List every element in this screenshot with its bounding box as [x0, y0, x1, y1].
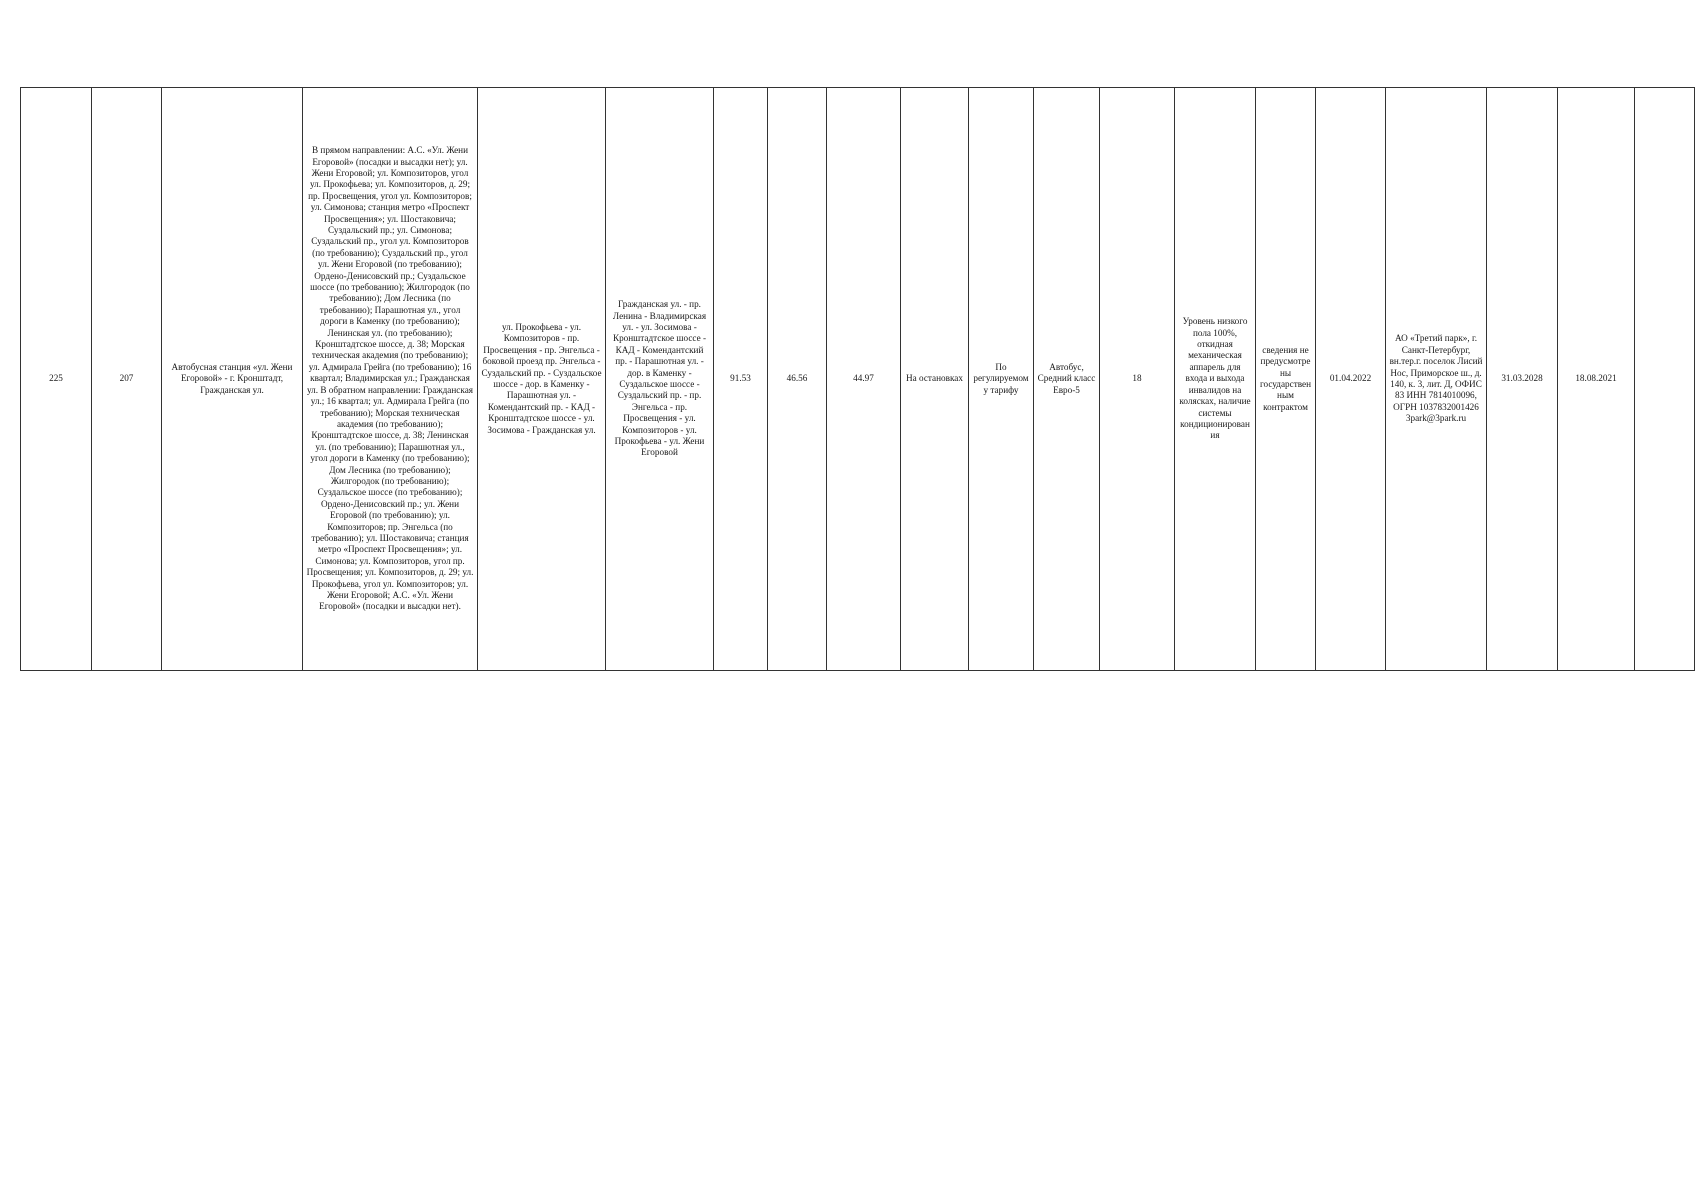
tariff-type-cell: По регулируемому тарифу: [969, 88, 1034, 671]
stops-cell: В прямом направлении: А.С. «Ул. Жени Егоровой» (посадки и высадки нет); ул. Жени Егоровой; ул. Композиторов, угол ул. Прокофьева; ул. Композиторов, д. 29; пр. Просвещения, угол ул. Композиторов; ул. Симонова; станция метро «Проспект Просвещения»; ул. Шостаковича; Суздальский пр.; ул. Симонова; Суздальский пр., угол ул. Композиторов (по требованию); Суздальский пр., угол ул. Жени Егоровой (по требованию); Ордено-Денисовский пр.; Суздальское шоссе (по требованию); Жилгородок (по требованию); Дом Лесника (по требованию); Парашютная ул., угол дороги в Каменку (по требованию); Ленинская ул. (по требованию); Кронштадтское шоссе, д. 38; Морская техническая академия (по требованию); ул. Адмирала Грейга (по требованию); 16 квартал; Владимирская ул.; Гражданская ул. В обратном направлении: Гражданская ул.; 16 квартал; ул. Адмирала Грейга (по требованию); Морская техническая академия (по требованию); Кронштадтское шоссе, д. 38; Ленинская ул. (по требованию); Парашютная ул., угол дороги в Каменку (по требованию); Дом Лесника (по требованию); Жилгородок (по требованию); Суздальское шоссе (по требованию); Ордено-Денисовский пр.; ул. Жени Егоровой (по требованию); ул. Композиторов; пр. Энгельса (по требованию); ул. Шостаковича; станция метро «Проспект Просвещения»; ул. Симонова; ул. Композиторов, угол пр. Просвещения; ул. Композиторов, д. 29; ул. Прокофьева, угол ул. Композиторов; ул. Жени Егоровой; А.С. «Ул. Жени Егоровой» (посадки и высадки нет).: [303, 88, 478, 671]
reg-number-cell: 225: [21, 88, 92, 671]
carrier-cell: АО «Третий парк», г. Санкт-Петербург, вн.тер.г. поселок Лисий Нос, Приморское ш., д. 140, к. 3, лит. Д, ОФИС 83 ИНН 7814010096, ОГРН 1037832001426 3park@3park.ru: [1386, 88, 1487, 671]
route-registry-sheet: [20, 87, 1694, 671]
route-registry-table: [20, 87, 1695, 671]
route-number-cell: 207: [92, 88, 162, 671]
contract-info-cell: сведения не предусмотрены государственным контрактом: [1256, 88, 1316, 671]
empty-cell: [1635, 88, 1695, 671]
streets-backward-cell: Гражданская ул. - пр. Ленина - Владимирская ул. - ул. Зосимова - Кронштадтское шоссе - КАД - Комендантский пр. - Парашютная ул. - дор. в Каменку - Суздальское шоссе - Суздальский пр. - пр. Энгельса - пр. Просвещения - ул. Композиторов - ул. Прокофьева - ул. Жени Егоровой: [606, 88, 714, 671]
route-name-cell: Автобусная станция «ул. Жени Егоровой» - г. Кронштадт, Гражданская ул.: [162, 88, 303, 671]
table-row: [21, 88, 1695, 671]
boarding-order-cell: На остановках: [901, 88, 969, 671]
length-total-cell: 91.53: [714, 88, 768, 671]
record-date-cell: 18.08.2021: [1558, 88, 1635, 671]
vehicle-count-cell: 18: [1100, 88, 1175, 671]
end-date-cell: 31.03.2028: [1487, 88, 1558, 671]
start-date-cell: 01.04.2022: [1316, 88, 1386, 671]
length-backward-cell: 44.97: [827, 88, 901, 671]
streets-forward-cell: ул. Прокофьева - ул. Композиторов - пр. Просвещения - пр. Энгельса - боковой проезд пр. Энгельса - Суздальский пр. - Суздальское шоссе - дор. в Каменку - Парашютная ул. - Комендантский пр. - КАД - Кронштадтское шоссе - ул. Зосимова - Гражданская ул.: [478, 88, 606, 671]
vehicle-cell: Автобус, Средний класс Евро-5: [1034, 88, 1100, 671]
vehicle-features-cell: Уровень низкого пола 100%, откидная механическая аппарель для входа и выхода инвалидов на колясках, наличие системы кондиционирования: [1175, 88, 1256, 671]
length-forward-cell: 46.56: [768, 88, 827, 671]
